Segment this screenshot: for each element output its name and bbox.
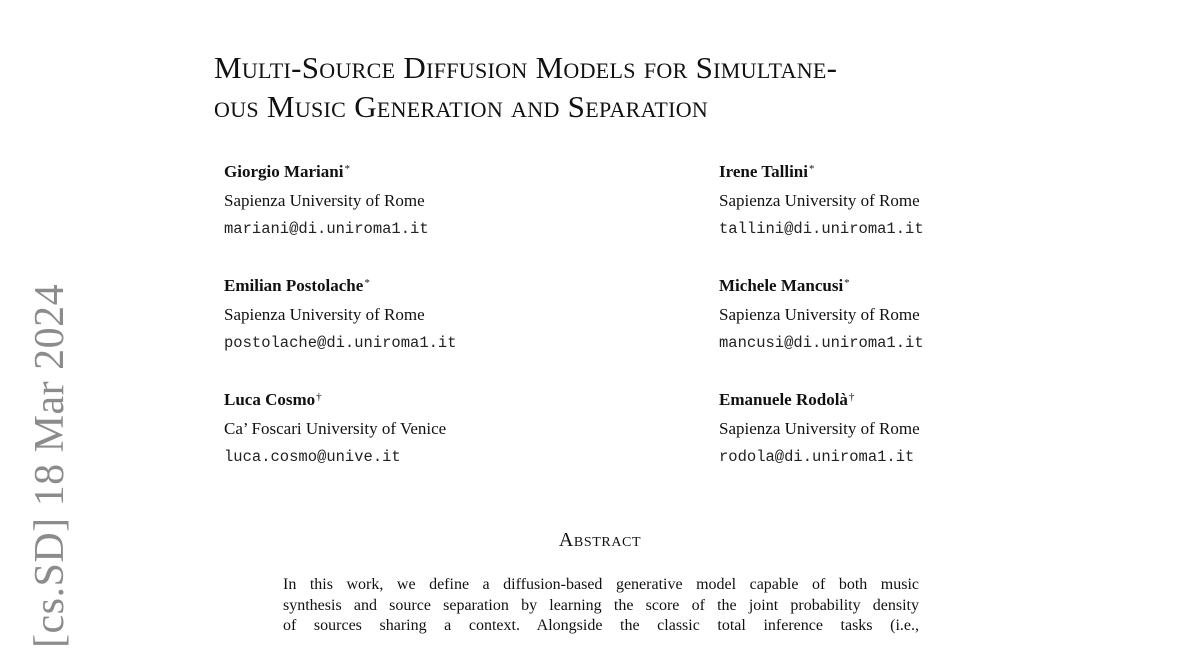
author-footnote-mark: *: [364, 277, 370, 289]
abstract-line: In this work, we define a diffusion-based generative model capable of both music: [283, 576, 919, 593]
author-email: mariani@di.uniroma1.it: [224, 220, 429, 238]
author-affiliation: Sapienza University of Rome: [224, 191, 425, 210]
author-name-text: Michele Mancusi: [719, 276, 844, 295]
author-name: [224, 157, 644, 186]
author-name: [719, 271, 1139, 300]
author-affiliation: Sapienza University of Rome: [224, 305, 425, 324]
author-block-mancusi: [719, 271, 1139, 358]
author-name-text: Giorgio Mariani: [224, 162, 344, 181]
author-name-text: Emanuele Rodolà: [719, 390, 848, 409]
author-block-tallini: [719, 157, 1139, 244]
author-block-rodola: [719, 385, 1139, 472]
paper-title-line-2: ous Music Generation and Separation: [214, 89, 709, 124]
author-name: [719, 157, 1139, 186]
author-name: [224, 271, 644, 300]
paper-title: [214, 48, 1034, 126]
author-email: rodola@di.uniroma1.it: [719, 448, 915, 466]
author-block-cosmo: [224, 385, 644, 472]
arxiv-identifier-stamp: [cs.SD] 18 Mar 2024: [27, 283, 73, 648]
author-email: luca.cosmo@unive.it: [224, 448, 401, 466]
abstract-body: [283, 575, 919, 637]
author-name-text: Emilian Postolache: [224, 276, 364, 295]
author-name: [224, 385, 644, 414]
abstract-line: synthesis and source separation by learning the score of the joint probability density: [283, 596, 919, 614]
author-affiliation: Ca’ Foscari University of Venice: [224, 419, 447, 438]
author-block-postolache: [224, 271, 644, 358]
author-email: postolache@di.uniroma1.it: [224, 334, 457, 352]
author-footnote-mark: *: [808, 163, 815, 175]
author-affiliation: Sapienza University of Rome: [719, 419, 920, 438]
author-name-text: Luca Cosmo: [224, 390, 316, 409]
author-affiliation: Sapienza University of Rome: [719, 305, 920, 324]
author-email: tallini@di.uniroma1.it: [719, 220, 924, 238]
author-name-text: Irene Tallini: [719, 162, 808, 181]
author-footnote-mark: †: [316, 391, 322, 403]
author-footnote-mark: *: [844, 277, 850, 289]
abstract-heading: Abstract: [558, 529, 642, 551]
author-email: mancusi@di.uniroma1.it: [719, 334, 924, 352]
author-affiliation: Sapienza University of Rome: [719, 191, 920, 210]
author-footnote-mark: †: [848, 391, 855, 403]
author-block-mariani: [224, 157, 644, 244]
paper-title-line-1: Multi-Source Diffusion Models for Simultane-: [214, 50, 838, 85]
abstract-line: of sources sharing a context. Alongside the classic total inference tasks (i.e.,: [283, 617, 919, 634]
author-name: [719, 385, 1139, 414]
author-footnote-mark: *: [344, 163, 350, 175]
